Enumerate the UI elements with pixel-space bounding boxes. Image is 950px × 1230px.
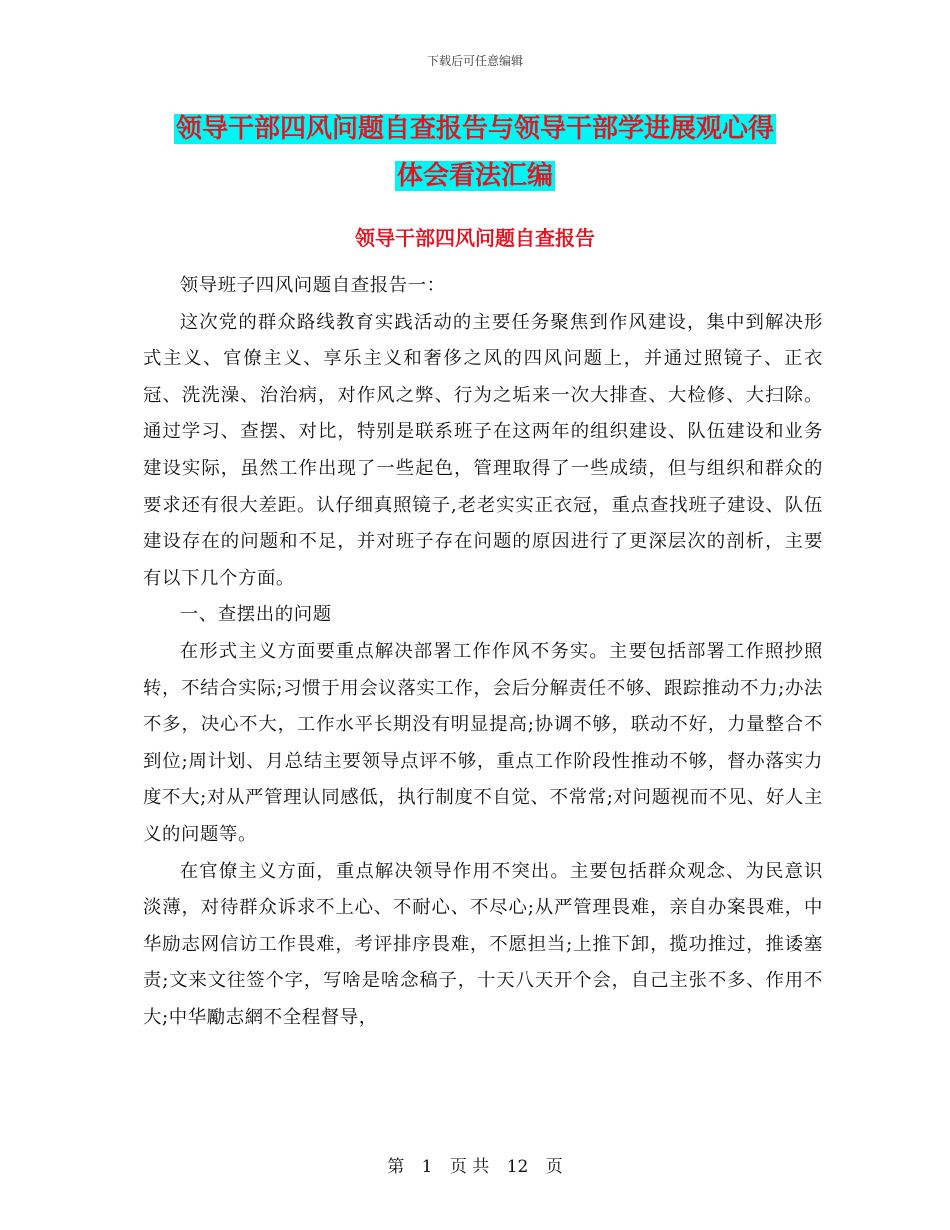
footer-suffix: 页 (545, 1157, 563, 1177)
title-line-1: 领导干部四风问题自查报告与领导干部学进展观心得 (175, 114, 774, 144)
footer-page-number: 1 (421, 1157, 433, 1177)
section-title: 领导干部四风问题自查报告 (355, 226, 595, 250)
paragraph-intro: 这次党的群众路线教育实践活动的主要任务聚焦到作风建设，集中到解决形式主义、官僚主义、享乐主义和奢侈之风的四风问题上，并通过照镜子、正衣冠、洗洗澡、治治病，对作风之弊、行为之垢来一次大排查、大检修、大扫除。通过学习、查摆、对比，特别是联系班子在这两年的组织建设、队伍建设和业务建设实际，虽然工作出现了一些起色，管理取得了一些成绩，但与组织和群众的要求还有很大差距。认仔细真照镜子,老老实实正衣冠，重点查找班子建设、队伍建设存在的问题和不足，并对班子存在问题的原因进行了更深层次的剖析，主要有以下几个方面。 (143, 311, 823, 589)
document-body (143, 268, 823, 1036)
paragraph-report-heading: 领导班子四风问题自查报告一： (179, 275, 446, 296)
paragraph-section-heading: 一、查摆出的问题 (179, 604, 332, 626)
footer-prefix: 第 (387, 1157, 405, 1177)
header-note: 下载后可任意编辑 (426, 54, 523, 68)
page-footer (0, 1152, 950, 1177)
footer-middle: 页 共 (449, 1157, 490, 1177)
footer-total-pages: 12 (506, 1157, 529, 1177)
paragraph-formalism: 在形式主义方面要重点解决部署工作作风不务实。主要包括部署工作照抄照转，不结合实际;习惯于用会议落实工作，会后分解责任不够、跟踪推动不力;办法不多，决心不大，工作水平长期没有明显提高;协调不够，联动不好，力量整合不到位;周计划、月总结主要领导点评不够，重点工作阶段性推动不够，督办落实力度不大;对从严管理认同感低，执行制度不自觉、不常常;对问题视而不见、好人主义的问题等。 (143, 640, 823, 845)
paragraph-bureaucratism: 在官僚主义方面，重点解决领导作用不突出。主要包括群众观念、为民意识淡薄，对待群众诉求不上心、不耐心、不尽心;从严管理畏难，亲自办案畏难，中华励志网信访工作畏难，考评排序畏难，不愿担当;上推下卸，揽功推过，推诿塞责;文来文往签个字，写啥是啥念稿子，十天八天开个会，自己主张不多、作用不大;中华勵志網不全程督导， (143, 860, 823, 1028)
title-line-2: 体会看法汇编 (396, 161, 553, 191)
document-title (130, 106, 820, 200)
